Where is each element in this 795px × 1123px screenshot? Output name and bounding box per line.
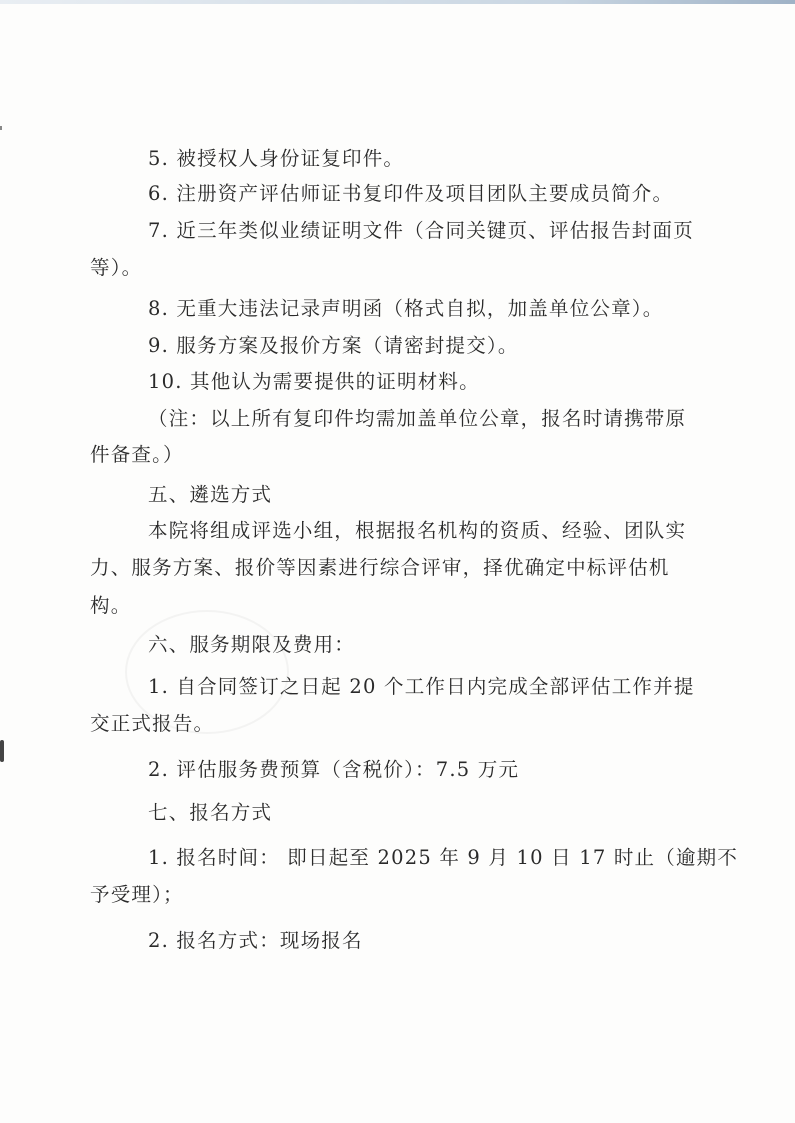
- section-6-item-1: 1. 自合同签订之日起 20 个工作日内完成全部评估工作并提: [148, 675, 695, 698]
- section-6-item-2: 2. 评估服务费预算（含税价）：7.5 万元: [148, 758, 520, 781]
- section-6-item-1-continued: 交正式报告。: [90, 712, 215, 735]
- list-item-7-continued: 等）。: [90, 256, 143, 279]
- list-item-8: 8. 无重大违法记录声明函（格式自拟，加盖单位公章）。: [148, 297, 664, 320]
- section-7-item-1: 1. 报名时间： 即日起至 2025 年 9 月 10 日 17 时止（逾期不: [148, 846, 739, 869]
- scan-mark: [0, 126, 2, 130]
- list-item-5: 5. 被授权人身份证复印件。: [148, 147, 405, 170]
- note-line: （注：以上所有复印件均需加盖单位公章，报名时请携带原: [148, 407, 687, 430]
- list-item-9: 9. 服务方案及报价方案（请密封提交）。: [148, 334, 519, 357]
- section-5-paragraph-line-2: 力、服务方案、报价等因素进行综合评审，择优确定中标评估机: [90, 556, 670, 579]
- section-7-item-1-continued: 予受理）；: [90, 883, 184, 906]
- note-line-continued: 件备查。）: [90, 443, 184, 466]
- section-5-paragraph: 本院将组成评选小组，根据报名机构的资质、经验、团队实: [148, 519, 687, 542]
- section-heading-6: 六、服务期限及费用：: [148, 633, 356, 656]
- list-item-10: 10. 其他认为需要提供的证明材料。: [148, 370, 480, 393]
- section-heading-7: 七、报名方式: [148, 801, 273, 824]
- scan-mark: [0, 740, 4, 762]
- list-item-7: 7. 近三年类似业绩证明文件（合同关键页、评估报告封面页: [148, 219, 694, 242]
- list-item-6: 6. 注册资产评估师证书复印件及项目团队主要成员简介。: [148, 182, 674, 205]
- scan-edge: [0, 0, 795, 4]
- section-7-item-2: 2. 报名方式：现场报名: [148, 929, 363, 952]
- section-5-paragraph-line-3: 构。: [90, 594, 132, 617]
- section-heading-5: 五、遴选方式: [148, 483, 273, 506]
